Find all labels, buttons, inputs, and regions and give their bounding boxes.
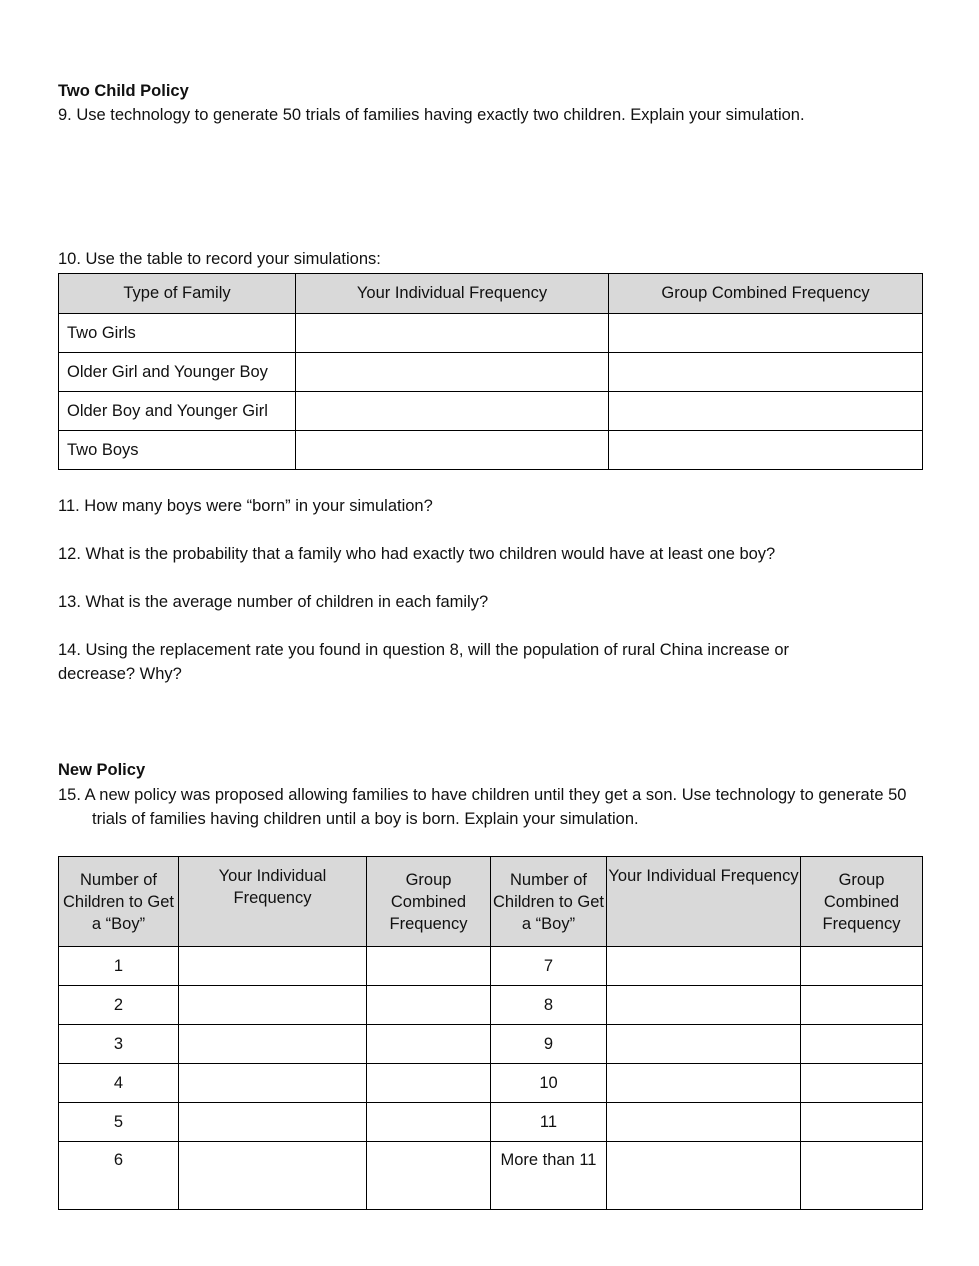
group-frequency-cell[interactable] bbox=[801, 1025, 923, 1064]
boy-simulation-table bbox=[58, 856, 923, 1210]
column-header-group-frequency: Group Combined Frequency bbox=[609, 274, 923, 314]
table-row bbox=[59, 314, 923, 353]
column-header-individual-frequency: Your Individual Frequency bbox=[179, 857, 367, 947]
group-frequency-cell[interactable] bbox=[367, 986, 491, 1025]
table-header-row bbox=[59, 274, 923, 314]
table-row bbox=[59, 1142, 923, 1210]
individual-frequency-cell[interactable] bbox=[179, 1142, 367, 1210]
column-header-children-to-boy: Number of Children to Get a “Boy” bbox=[59, 857, 179, 947]
individual-frequency-cell[interactable] bbox=[607, 947, 801, 986]
group-frequency-cell[interactable] bbox=[801, 1142, 923, 1210]
individual-frequency-cell[interactable] bbox=[607, 1103, 801, 1142]
group-frequency-cell[interactable] bbox=[609, 314, 923, 353]
group-frequency-cell[interactable] bbox=[801, 986, 923, 1025]
children-count-cell: 7 bbox=[491, 947, 607, 986]
group-frequency-cell[interactable] bbox=[367, 1025, 491, 1064]
children-count-cell: 8 bbox=[491, 986, 607, 1025]
individual-frequency-cell[interactable] bbox=[607, 1025, 801, 1064]
column-header-individual-frequency: Your Individual Frequency bbox=[296, 274, 609, 314]
table-row bbox=[59, 986, 923, 1025]
group-frequency-cell[interactable] bbox=[367, 1064, 491, 1103]
family-type-cell: Older Boy and Younger Girl bbox=[59, 392, 296, 431]
question-14-line-1: 14. Using the replacement rate you found in question 8, will the population of rural China increase or bbox=[58, 641, 790, 659]
children-count-cell: 3 bbox=[59, 1025, 179, 1064]
group-frequency-cell[interactable] bbox=[801, 1064, 923, 1103]
group-frequency-cell[interactable] bbox=[609, 392, 923, 431]
individual-frequency-cell[interactable] bbox=[296, 431, 609, 470]
individual-frequency-cell[interactable] bbox=[179, 947, 367, 986]
column-header-group-frequency: Group Combined Frequency bbox=[367, 857, 491, 947]
group-frequency-cell[interactable] bbox=[801, 1103, 923, 1142]
individual-frequency-cell[interactable] bbox=[607, 1064, 801, 1103]
question-9: 9. Use technology to generate 50 trials of families having exactly two children. Explain your simulation. bbox=[58, 106, 805, 124]
children-count-cell: 5 bbox=[59, 1103, 179, 1142]
question-15: 15. A new policy was proposed allowing families to have children until they get a son. Use technology to generate 50 trials of families having children until a boy is born. Explain your simulation. bbox=[58, 786, 907, 828]
individual-frequency-cell[interactable] bbox=[607, 986, 801, 1025]
question-12: 12. What is the probability that a family who had exactly two children would have at least one boy? bbox=[58, 545, 776, 563]
family-type-cell: Two Boys bbox=[59, 431, 296, 470]
column-header-individual-frequency: Your Individual Frequency bbox=[607, 857, 801, 947]
table-row bbox=[59, 1103, 923, 1142]
children-count-cell: 9 bbox=[491, 1025, 607, 1064]
children-count-cell: 11 bbox=[491, 1103, 607, 1142]
children-count-cell: 4 bbox=[59, 1064, 179, 1103]
individual-frequency-cell[interactable] bbox=[179, 986, 367, 1025]
individual-frequency-cell[interactable] bbox=[179, 1103, 367, 1142]
question-11: 11. How many boys were “born” in your simulation? bbox=[58, 497, 433, 515]
table-row bbox=[59, 1064, 923, 1103]
children-count-cell: More than 11 bbox=[491, 1142, 607, 1210]
children-count-cell: 2 bbox=[59, 986, 179, 1025]
column-header-type-of-family: Type of Family bbox=[59, 274, 296, 314]
column-header-group-frequency: Group Combined Frequency bbox=[801, 857, 923, 947]
family-type-cell: Older Girl and Younger Boy bbox=[59, 353, 296, 392]
two-child-simulation-table bbox=[58, 273, 923, 470]
group-frequency-cell[interactable] bbox=[609, 353, 923, 392]
group-frequency-cell[interactable] bbox=[367, 947, 491, 986]
table-row bbox=[59, 353, 923, 392]
table-row bbox=[59, 392, 923, 431]
family-type-cell: Two Girls bbox=[59, 314, 296, 353]
group-frequency-cell[interactable] bbox=[609, 431, 923, 470]
children-count-cell: 1 bbox=[59, 947, 179, 986]
question-13: 13. What is the average number of children in each family? bbox=[58, 593, 489, 611]
individual-frequency-cell[interactable] bbox=[296, 353, 609, 392]
group-frequency-cell[interactable] bbox=[367, 1142, 491, 1210]
children-count-cell: 6 bbox=[59, 1142, 179, 1210]
question-14-line-2: decrease? Why? bbox=[58, 665, 182, 683]
individual-frequency-cell[interactable] bbox=[296, 314, 609, 353]
children-count-cell: 10 bbox=[491, 1064, 607, 1103]
section-heading-two-child-policy: Two Child Policy bbox=[58, 82, 189, 100]
individual-frequency-cell[interactable] bbox=[296, 392, 609, 431]
table-row bbox=[59, 1025, 923, 1064]
group-frequency-cell[interactable] bbox=[367, 1103, 491, 1142]
group-frequency-cell[interactable] bbox=[801, 947, 923, 986]
individual-frequency-cell[interactable] bbox=[179, 1025, 367, 1064]
question-10: 10. Use the table to record your simulations: bbox=[58, 250, 381, 268]
column-header-children-to-boy: Number of Children to Get a “Boy” bbox=[491, 857, 607, 947]
table-row bbox=[59, 431, 923, 470]
individual-frequency-cell[interactable] bbox=[179, 1064, 367, 1103]
individual-frequency-cell[interactable] bbox=[607, 1142, 801, 1210]
table-header-row bbox=[59, 857, 923, 947]
section-heading-new-policy: New Policy bbox=[58, 761, 146, 779]
table-row bbox=[59, 947, 923, 986]
